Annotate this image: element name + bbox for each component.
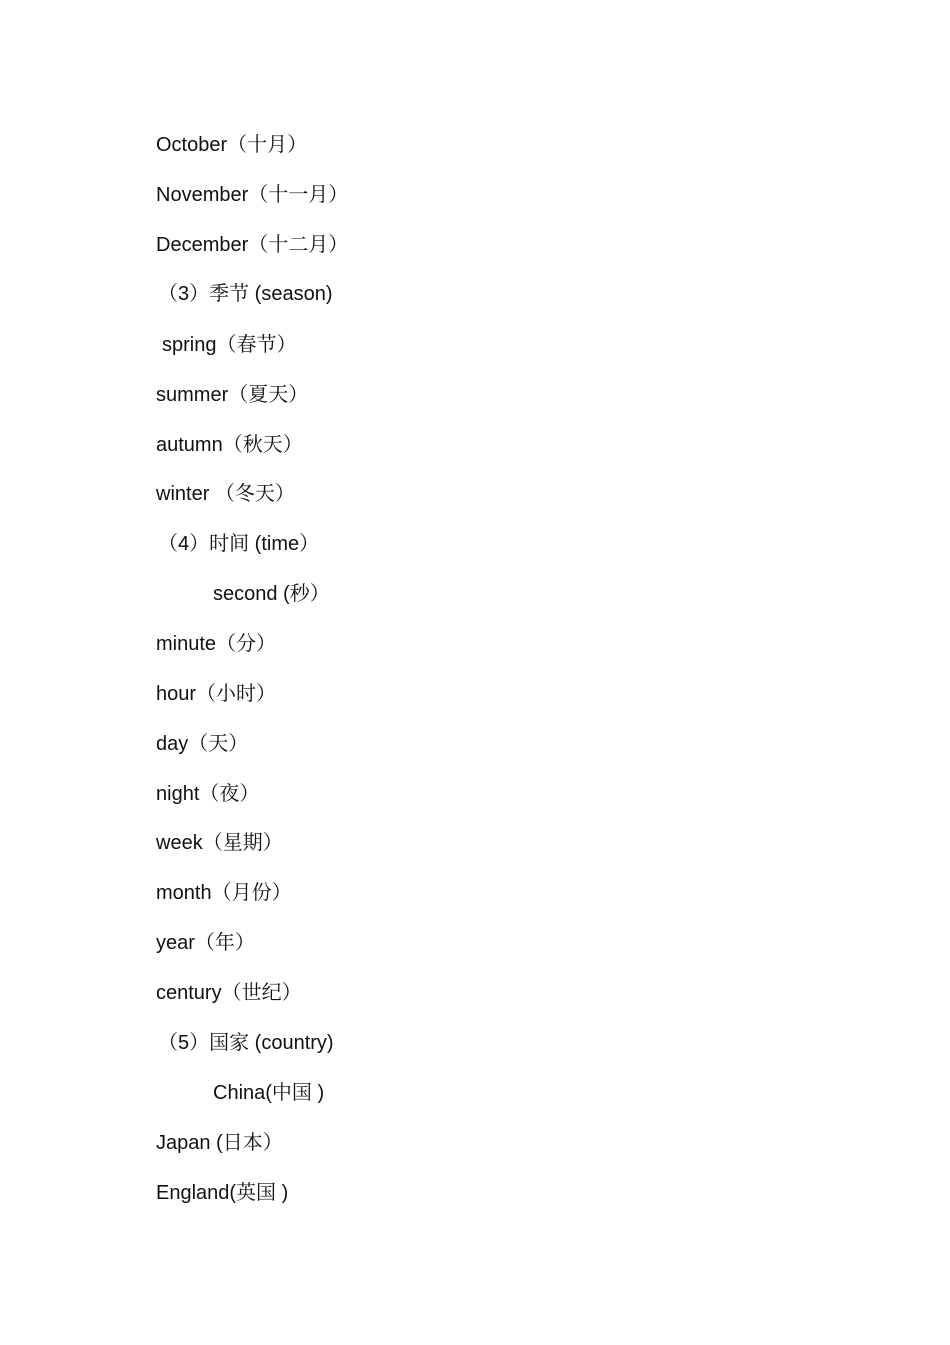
vocab-week: week（星期） — [156, 832, 283, 854]
vocab-day: day（天） — [156, 733, 249, 755]
vocab-october: October（十月） — [156, 134, 308, 156]
vocab-japan: Japan (日本） — [156, 1132, 283, 1154]
vocab-year: year（年） — [156, 932, 255, 954]
vocab-century: century（世纪） — [156, 982, 302, 1004]
vocab-china: China(中国 ) — [213, 1082, 325, 1104]
vocab-england: England(英国 ) — [156, 1182, 289, 1204]
vocab-december: December（十二月） — [156, 234, 349, 256]
section-heading-time: （4）时间 (time） — [158, 533, 320, 555]
vocab-minute: minute（分） — [156, 633, 277, 655]
vocab-summer: summer（夏天） — [156, 384, 309, 406]
vocab-month: month（月份） — [156, 882, 292, 904]
vocab-autumn: autumn（秋天） — [156, 434, 303, 456]
vocab-hour: hour（小时） — [156, 683, 277, 705]
section-heading-season: （3）季节 (season) — [158, 283, 333, 305]
vocab-winter: winter （冬天） — [156, 483, 295, 505]
vocab-second: second (秒） — [213, 583, 330, 605]
vocab-spring: spring（春节） — [162, 334, 297, 356]
vocab-november: November（十一月） — [156, 184, 349, 206]
section-heading-country: （5）国家 (country) — [158, 1032, 334, 1054]
vocab-night: night（夜） — [156, 783, 260, 805]
